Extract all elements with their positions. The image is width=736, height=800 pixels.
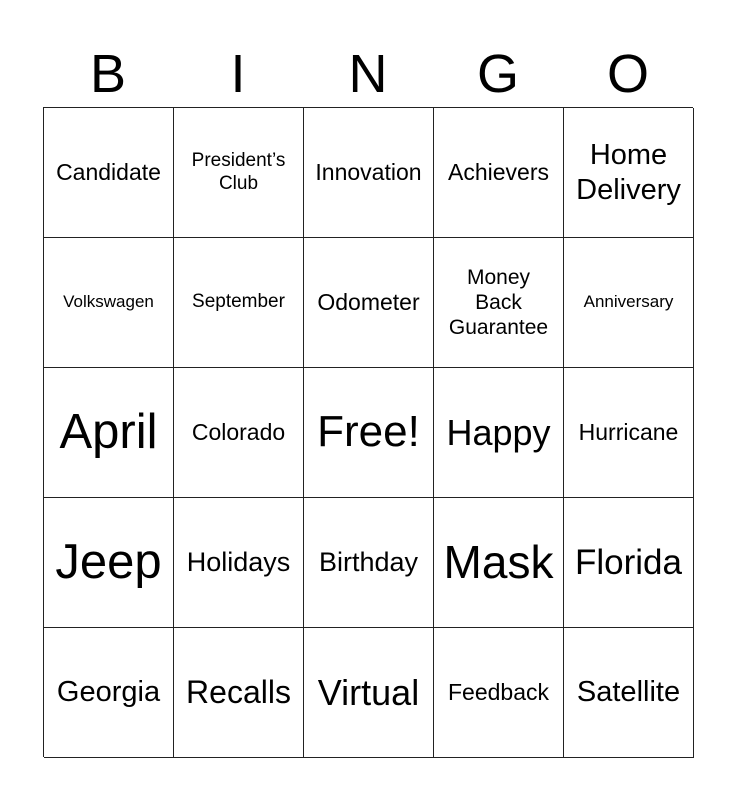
bingo-header bbox=[43, 40, 693, 108]
header-letter-g: G bbox=[476, 44, 519, 104]
bingo-board bbox=[43, 107, 693, 757]
header-letter-o: O bbox=[606, 44, 649, 104]
bingo-cell-r2-c4[interactable]: Money Back Guarantee bbox=[434, 238, 564, 368]
bingo-cell-r1-c4[interactable]: Achievers bbox=[434, 108, 564, 238]
bingo-cell-r4-c4[interactable]: Mask bbox=[434, 498, 564, 628]
bingo-cell-r5-c4[interactable]: Feedback bbox=[434, 628, 564, 758]
bingo-cell-r1-c2[interactable]: President’s Club bbox=[174, 108, 304, 238]
bingo-cell-r4-c3[interactable]: Birthday bbox=[304, 498, 434, 628]
bingo-cell-r4-c5[interactable]: Florida bbox=[564, 498, 694, 628]
header-letter-n: N bbox=[348, 44, 388, 104]
bingo-cell-r5-c5[interactable]: Satellite bbox=[564, 628, 694, 758]
bingo-cell-r2-c5[interactable]: Anniversary bbox=[564, 238, 694, 368]
bingo-cell-r3-c4[interactable]: Happy bbox=[434, 368, 564, 498]
bingo-cell-r2-c3[interactable]: Odometer bbox=[304, 238, 434, 368]
header-letter-b: B bbox=[89, 44, 127, 104]
bingo-cell-r5-c1[interactable]: Georgia bbox=[44, 628, 174, 758]
header-letter-i: I bbox=[230, 44, 246, 104]
bingo-cell-r2-c2[interactable]: September bbox=[174, 238, 304, 368]
bingo-cell-r3-c3[interactable]: Free! bbox=[304, 368, 434, 498]
bingo-cell-r1-c5[interactable]: Home Delivery bbox=[564, 108, 694, 238]
bingo-cell-r5-c3[interactable]: Virtual bbox=[304, 628, 434, 758]
bingo-cell-r3-c2[interactable]: Colorado bbox=[174, 368, 304, 498]
bingo-cell-r1-c3[interactable]: Innovation bbox=[304, 108, 434, 238]
bingo-cell-r4-c1[interactable]: Jeep bbox=[44, 498, 174, 628]
bingo-cell-r4-c2[interactable]: Holidays bbox=[174, 498, 304, 628]
bingo-cell-r3-c5[interactable]: Hurricane bbox=[564, 368, 694, 498]
bingo-cell-r5-c2[interactable]: Recalls bbox=[174, 628, 304, 758]
bingo-cell-r3-c1[interactable]: April bbox=[44, 368, 174, 498]
bingo-cell-r2-c1[interactable]: Volkswagen bbox=[44, 238, 174, 368]
bingo-cell-r1-c1[interactable]: Candidate bbox=[44, 108, 174, 238]
